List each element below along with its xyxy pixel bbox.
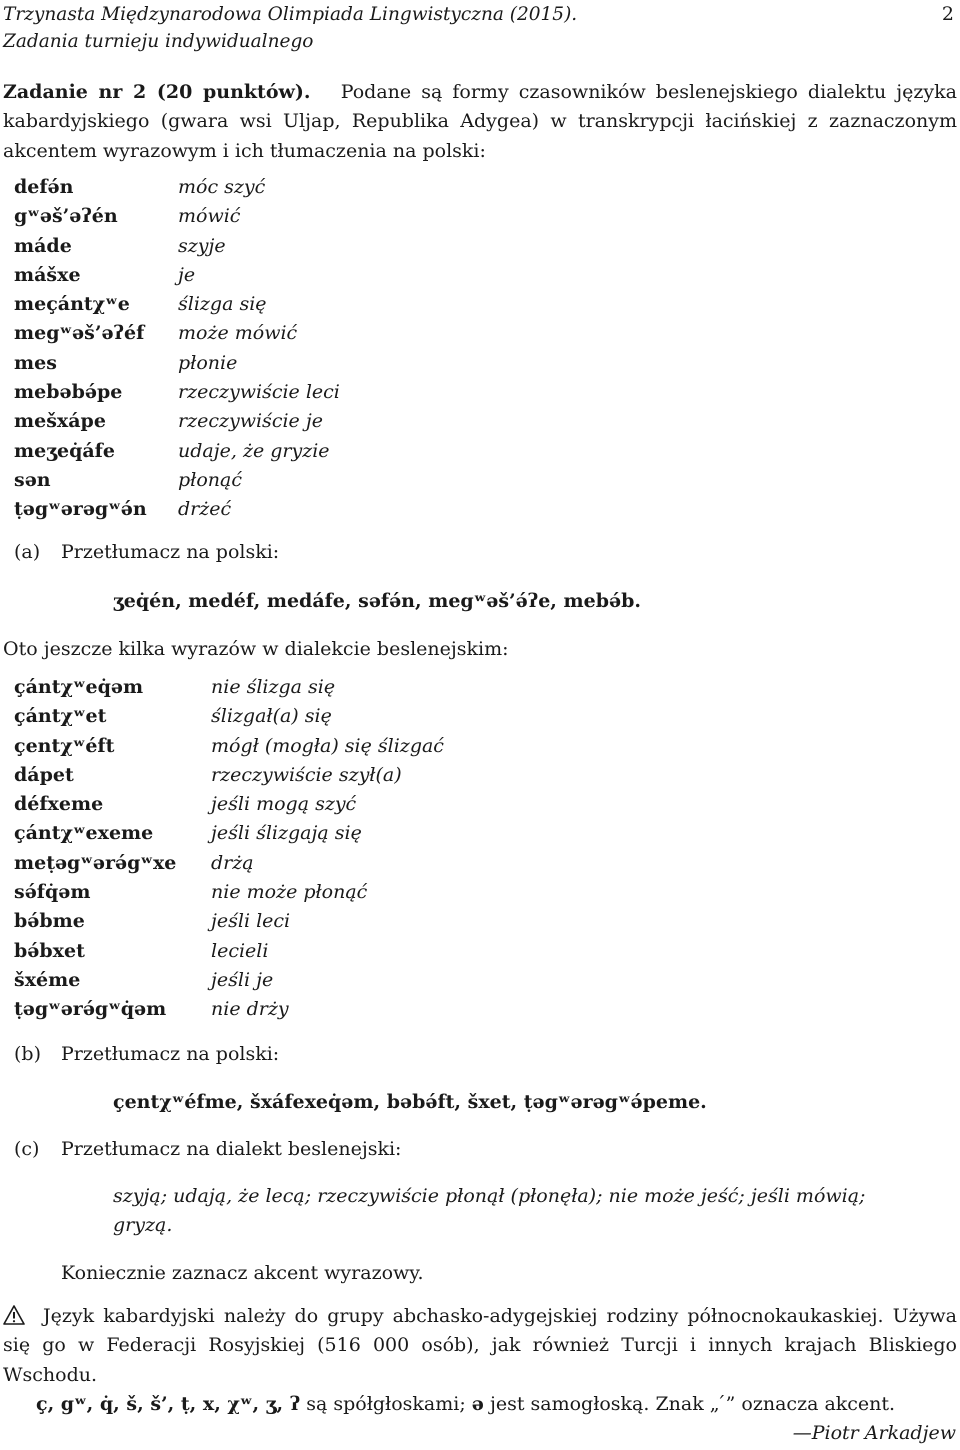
vocab-word: máde xyxy=(14,234,72,257)
vocab-word: défxeme xyxy=(14,793,104,816)
vocab-gloss: rzeczywiście je xyxy=(178,410,323,433)
task-intro-text: Podane są formy czasowników beslenejskiego dialektu języka kabardyjskiego (gwara wsi Uljap, Republika Adygea) w transkrypcji łacińskiej z zaznaczonym akcentem wyrazowym i ich tłumaczenia na polski: xyxy=(3,81,957,162)
vocab-word: çántχʷeq̇əm xyxy=(14,676,144,698)
consonant-list: ç, gʷ, q̇, š, š’, ṭ, x, χʷ, ʒ, ʔ xyxy=(36,1393,301,1415)
vocab-word: šxéme xyxy=(14,968,81,991)
schwa-symbol: ə xyxy=(471,1393,484,1415)
vocab-gloss: ślizgał(a) się xyxy=(211,705,332,728)
vocab-gloss: mógł (mogła) się ślizgać xyxy=(211,734,444,757)
vocab-gloss: nie może płonąć xyxy=(211,881,368,904)
vocab-gloss: lecieli xyxy=(211,939,269,962)
part-b-label: (b) xyxy=(14,1043,41,1065)
vocab-gloss: je xyxy=(178,263,196,286)
vocab-gloss: szyje xyxy=(178,234,226,257)
part-c-label: (c) xyxy=(14,1138,40,1160)
part-b-heading xyxy=(14,1040,279,1069)
symbol-note-text1: są spółgłoskami; xyxy=(306,1393,466,1415)
vocab-gloss: drżą xyxy=(211,851,254,874)
part-c-phrases-line2: gryzą. xyxy=(113,1214,173,1236)
part-a-heading xyxy=(14,538,279,567)
vocab-gloss: może mówić xyxy=(178,322,298,345)
symbol-note-text2: jest samogłoską. Znak „ ́” oznacza akcent. xyxy=(489,1393,896,1415)
vocab-word: gʷəš’əʔén xyxy=(14,205,118,228)
vocab-gloss: rzeczywiście leci xyxy=(178,381,340,404)
vocab-word: bə́bxet xyxy=(14,939,85,962)
vocab-word: meʒeq̇áfe xyxy=(14,439,115,462)
running-header-line1: Trzynasta Międzynarodowa Olimpiada Lingwistyczna (2015). xyxy=(3,4,578,25)
symbol-note xyxy=(36,1390,957,1419)
vocab-gloss: płonąć xyxy=(178,468,242,491)
vocab-word: meçántχʷe xyxy=(14,293,130,316)
vocab-word: ṭəgʷərə́gʷq̇əm xyxy=(14,998,167,1021)
vocab-word: sə́fq̇əm xyxy=(14,881,91,904)
more-words-intro: Oto jeszcze kilka wyrazów w dialekcie beslenejskim: xyxy=(3,638,509,660)
vocab-word: çántχʷexeme xyxy=(14,822,154,845)
page-number: 2 xyxy=(941,3,954,25)
part-a-words: ʒeq̇én, medéf, medáfe, səfə́n, megʷəš’ə́ʔe, mebə́b. xyxy=(113,590,642,612)
vocab-gloss: nie ślizga się xyxy=(211,676,336,698)
vocab-word: çentχʷéft xyxy=(14,734,115,757)
vocab-gloss: mówić xyxy=(178,205,241,228)
part-b-prompt: Przetłumacz na polski: xyxy=(61,1043,280,1065)
vocab-word: meṭəgʷərə́gʷxe xyxy=(14,851,177,874)
vocab-word: çántχʷet xyxy=(14,705,107,728)
part-c-prompt: Przetłumacz na dialekt beslenejski: xyxy=(61,1138,402,1160)
vocab-word: ṭəgʷərəgʷə́n xyxy=(14,498,147,521)
vocab-word: mešxápe xyxy=(14,410,106,433)
vocab-gloss: rzeczywiście szył(a) xyxy=(211,763,402,786)
vocab-gloss: jeśli leci xyxy=(211,910,291,933)
part-c-reminder: Koniecznie zaznacz akcent wyrazowy. xyxy=(61,1262,424,1284)
vocab-word: mášxe xyxy=(14,263,81,286)
part-a-prompt: Przetłumacz na polski: xyxy=(61,541,280,563)
language-note-text: Język kabardyjski należy do grupy abchasko-adygejskiej rodziny północnokaukaskiej. Używa się go w Federacji Rosyjskiej (516 000 osób), jak również Turcji i innych krajach Bliskiego Wschodu. xyxy=(3,1305,957,1386)
vocab-gloss: jeśli ślizgają się xyxy=(211,822,362,845)
vocab-gloss: jeśli mogą szyć xyxy=(211,793,357,816)
author-signature: —Piotr Arkadjew xyxy=(792,1422,956,1444)
running-header-line2: Zadania turnieju indywidualnego xyxy=(3,31,314,52)
language-note xyxy=(3,1302,957,1390)
vocab-gloss: udaje, że gryzie xyxy=(178,439,330,462)
vocab-word: dápet xyxy=(14,763,74,786)
vocab-gloss: ślizga się xyxy=(178,293,267,316)
vocab-gloss: nie drży xyxy=(211,998,289,1021)
part-c-heading xyxy=(14,1135,401,1164)
task-title: Zadanie nr 2 (20 punktów). xyxy=(3,81,311,103)
vocab-gloss: jeśli je xyxy=(211,968,274,991)
vocab-word: bə́bme xyxy=(14,910,85,933)
vocab-gloss: płonie xyxy=(178,351,238,374)
vocab-word: mebəbə́pe xyxy=(14,381,123,404)
vocab-word: mes xyxy=(14,351,57,374)
vocab-word: megʷəš’əʔéf xyxy=(14,322,145,345)
warning-icon xyxy=(3,1305,25,1325)
vocab-word: sən xyxy=(14,468,51,491)
vocab-word: defə́n xyxy=(14,176,74,198)
part-a-label: (a) xyxy=(14,541,41,563)
part-c-phrases-line1: szyją; udają, że lecą; rzeczywiście płonął (płonęła); nie może jeść; jeśli mówią; xyxy=(113,1185,866,1207)
vocab-gloss: móc szyć xyxy=(178,176,266,198)
task-intro xyxy=(3,78,957,166)
part-b-words: çentχʷéfme, šxáfexeq̇əm, bəbə́ft, šxet, ṭəgʷərəgʷə́peme. xyxy=(113,1091,707,1113)
vocab-gloss: drżeć xyxy=(178,498,232,521)
